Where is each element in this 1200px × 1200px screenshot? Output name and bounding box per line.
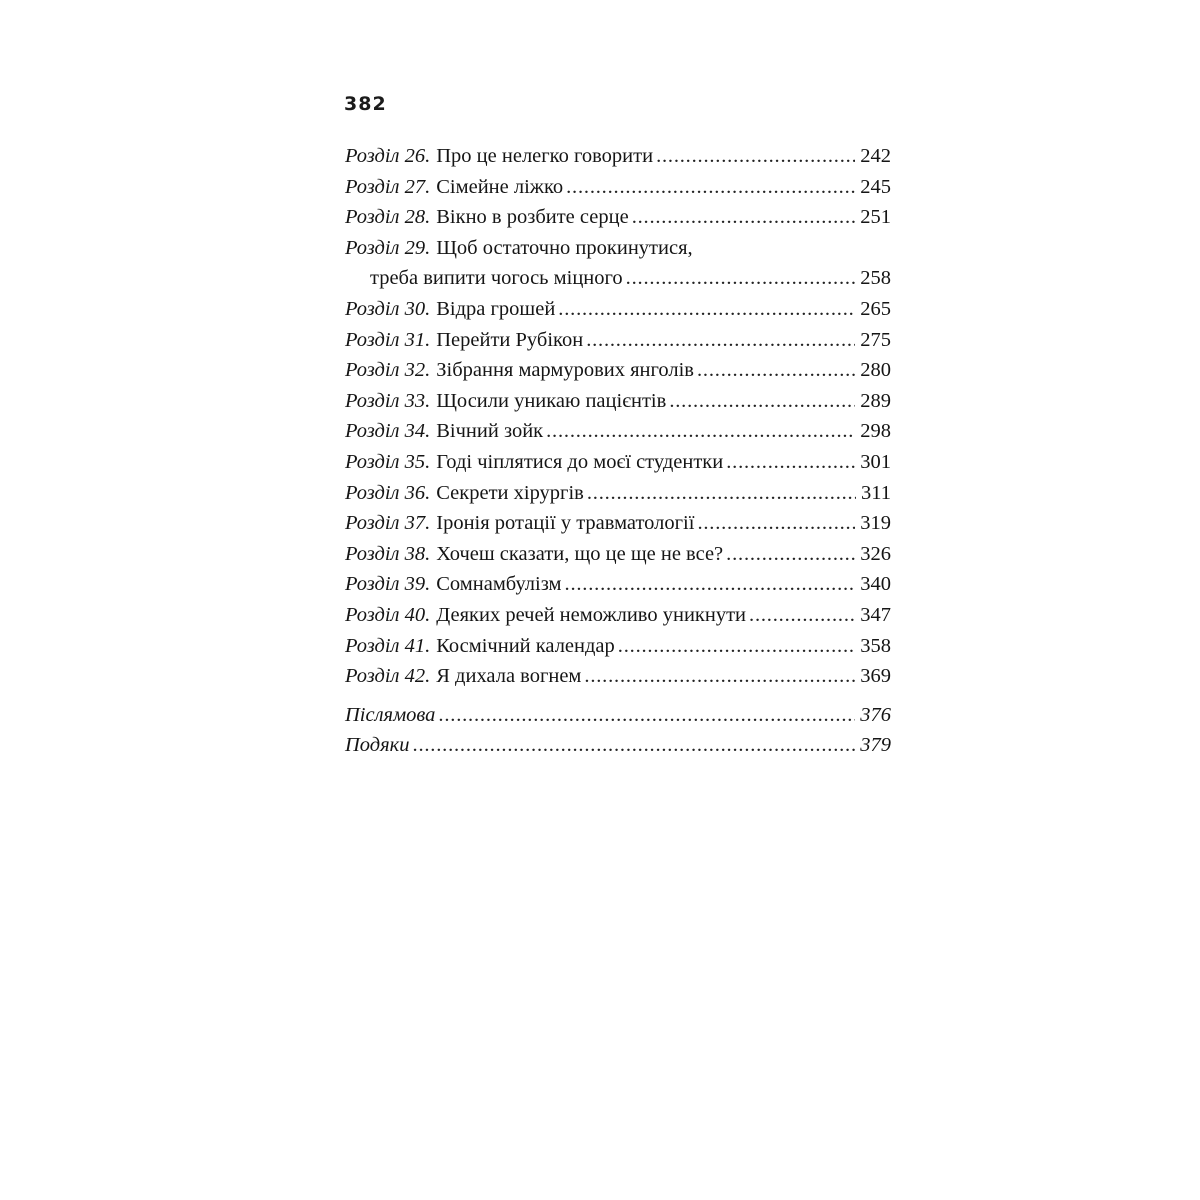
chapter-title: Іронія ротації у травматології	[436, 512, 695, 535]
chapter-title: Про це нелегко говорити	[436, 145, 654, 167]
chapter-label: Розділ 36.	[345, 481, 431, 504]
toc-entry	[345, 478, 891, 509]
chapter-label: Розділ 42.	[345, 665, 431, 688]
dot-leader	[546, 416, 855, 447]
chapter-title: Вікно в розбите серце	[436, 206, 629, 229]
dot-leader	[584, 661, 855, 692]
chapter-label: Розділ 31.	[345, 328, 431, 351]
chapter-title: Секрети хірургів	[436, 481, 584, 504]
chapter-label: Розділ 26.	[345, 145, 431, 167]
toc-entry	[345, 661, 891, 692]
chapter-page-number: 298	[860, 420, 891, 443]
dot-leader	[438, 700, 855, 731]
dot-leader	[656, 141, 855, 172]
chapter-title: Щосили уникаю пацієнтів	[436, 389, 667, 412]
toc-entry	[345, 539, 891, 570]
chapter-label: Розділ 38.	[345, 542, 431, 565]
chapter-label: Розділ 33.	[345, 389, 431, 412]
chapter-label: Розділ 41.	[345, 634, 431, 657]
chapter-page-number: 245	[860, 175, 891, 198]
chapter-page-number: 340	[860, 573, 891, 596]
toc-entry	[345, 294, 891, 325]
dot-leader	[697, 355, 855, 386]
chapter-page-number: 258	[860, 267, 891, 290]
dot-leader	[632, 202, 856, 233]
chapter-title: Зібрання мармурових янголів	[436, 359, 694, 382]
toc-entry	[345, 600, 891, 631]
chapter-label: Розділ 28.	[345, 206, 431, 229]
dot-leader	[697, 508, 855, 539]
toc-entry	[345, 700, 891, 731]
back-matter-title: Подяки	[345, 734, 410, 757]
chapter-label: Розділ 34.	[345, 420, 431, 443]
chapter-title: Хочеш сказати, що це ще не все?	[436, 542, 724, 565]
dot-leader	[726, 447, 855, 478]
chapter-page-number: 369	[860, 665, 891, 688]
chapter-label: Розділ 35.	[345, 450, 431, 473]
back-matter-page-number: 376	[860, 703, 891, 726]
chapter-title: Вічний зойк	[436, 420, 544, 443]
chapter-label: Розділ 37.	[345, 512, 431, 535]
back-matter-section	[345, 700, 891, 761]
dot-leader	[749, 600, 855, 631]
toc-entry	[345, 141, 891, 172]
chapter-page-number: 347	[860, 603, 891, 626]
dot-leader	[669, 386, 855, 417]
chapter-title: Сомнамбулізм	[436, 573, 562, 596]
dot-leader	[586, 325, 855, 356]
toc-entry	[345, 416, 891, 447]
toc-entry	[345, 325, 891, 356]
toc-entry	[345, 386, 891, 417]
chapter-page-number: 319	[860, 512, 891, 535]
chapter-title: Годі чіплятися до моєї студентки	[436, 450, 724, 473]
dot-leader	[565, 569, 856, 600]
chapter-page-number: 265	[860, 297, 891, 320]
chapter-title: Відра грошей	[436, 297, 556, 320]
chapter-title: Щоб остаточно прокинутися,	[436, 236, 693, 259]
chapter-title: Деяких речей неможливо уникнути	[436, 603, 747, 626]
chapter-page-number: 280	[860, 359, 891, 382]
dot-leader	[618, 631, 855, 662]
chapter-title: Сімейне ліжко	[436, 175, 564, 198]
chapter-title: Космічний календар	[436, 634, 615, 657]
toc-entry	[345, 233, 891, 264]
dot-leader	[587, 478, 856, 509]
chapter-label: Розділ 32.	[345, 359, 431, 382]
toc-entry	[345, 508, 891, 539]
chapter-label: Розділ 40.	[345, 603, 431, 626]
dot-leader	[558, 294, 855, 325]
dot-leader	[413, 730, 856, 761]
chapter-label: Розділ 27.	[345, 175, 431, 198]
chapter-label: Розділ 30.	[345, 297, 431, 320]
chapter-page-number: 275	[860, 328, 891, 351]
toc-entry	[345, 355, 891, 386]
chapter-page-number: 289	[860, 389, 891, 412]
chapter-page-number: 301	[860, 450, 891, 473]
toc-entry	[345, 202, 891, 233]
chapter-page-number: 242	[860, 145, 891, 167]
folio-page-number: 382	[344, 93, 387, 115]
toc-entry	[345, 730, 891, 761]
toc-entry	[345, 447, 891, 478]
chapter-title: Я дихала вогнем	[436, 665, 582, 688]
toc-entry-continuation	[345, 263, 891, 294]
dot-leader	[566, 172, 855, 203]
back-matter-title: Післямова	[345, 703, 436, 726]
chapter-page-number: 326	[860, 542, 891, 565]
chapter-page-number: 251	[860, 206, 891, 229]
toc-entry	[345, 631, 891, 662]
dot-leader	[726, 539, 855, 570]
chapter-title: Перейти Рубікон	[436, 328, 584, 351]
chapter-title-continuation: треба випити чогось міцного	[370, 267, 623, 290]
chapter-label: Розділ 29.	[345, 236, 431, 259]
toc-entry	[345, 569, 891, 600]
back-matter-page-number: 379	[860, 734, 891, 757]
chapter-page-number: 311	[861, 481, 891, 504]
chapter-label: Розділ 39.	[345, 573, 431, 596]
toc-entry	[345, 172, 891, 203]
dot-leader	[626, 263, 856, 294]
chapter-page-number: 358	[860, 634, 891, 657]
table-of-contents	[345, 141, 891, 761]
